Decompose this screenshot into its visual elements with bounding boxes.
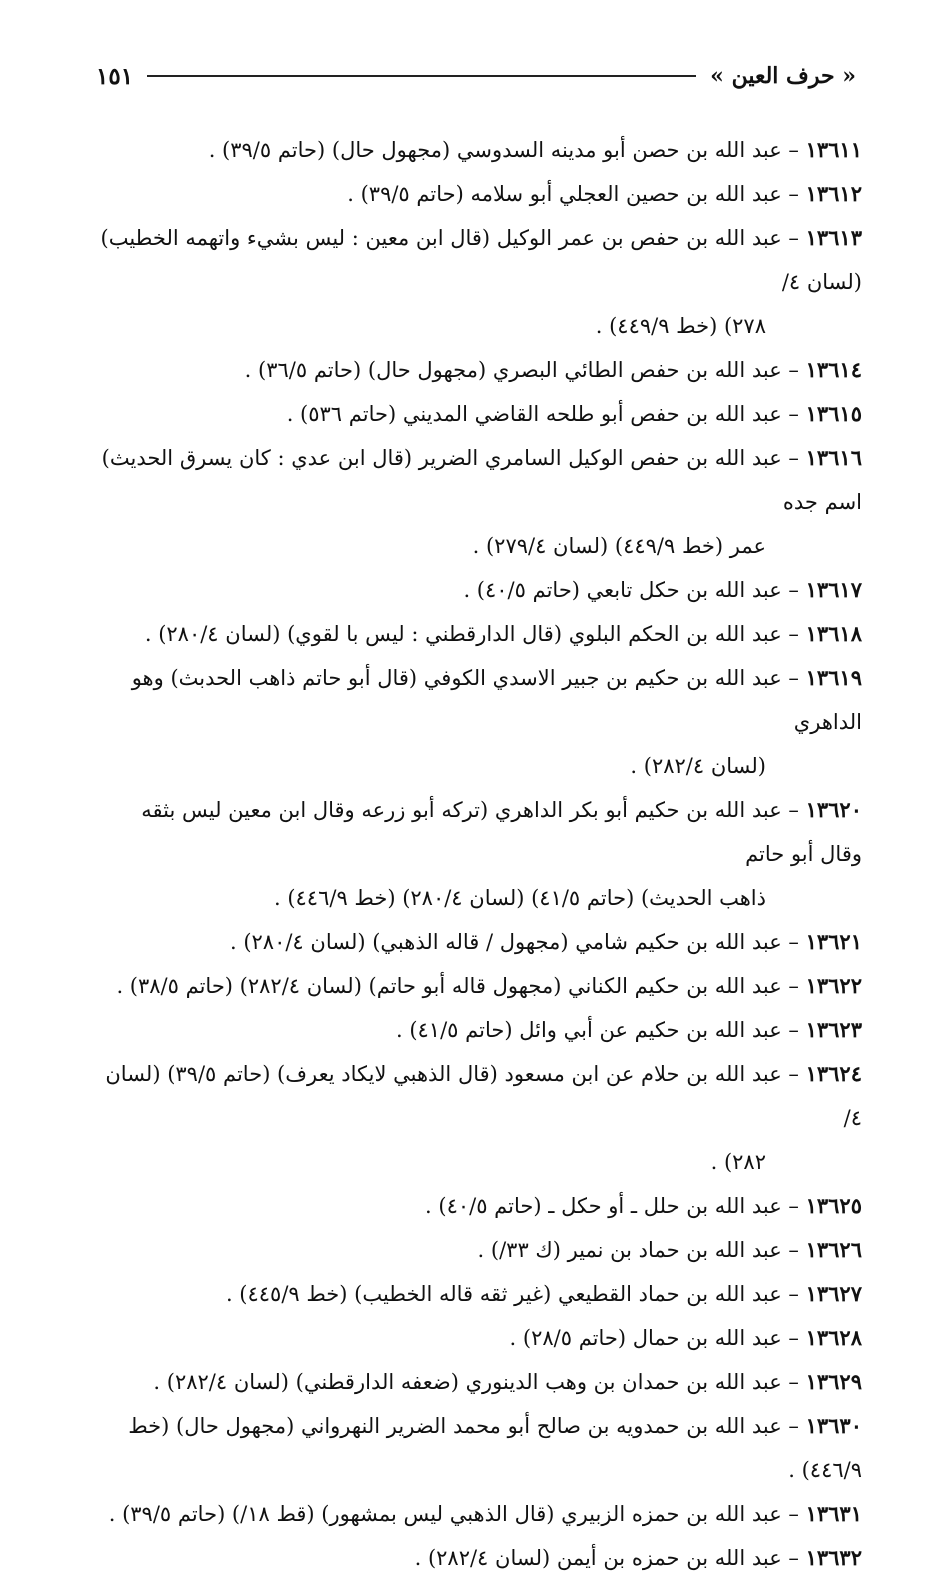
- entry-13625: [96, 1184, 862, 1228]
- entry-text: – عبد الله بن حمدويه بن صالح أبو محمد الضرير النهرواني (مجهول حال) (خط ٤٤٦/٩) .: [128, 1414, 862, 1482]
- entry-number: ١٣٦٢٩: [805, 1369, 862, 1394]
- entry-text: – عبد الله بن حمزه بن أيمن (لسان ٢٨٢/٤) .: [414, 1546, 806, 1570]
- entry-text: – عبد الله بن حصين العجلي أبو سلامه (حاتم ٣٩/٥) .: [347, 182, 806, 206]
- entry-text: – عبد الله بن حمزه الزبيري (قال الذهبي ليس بمشهور) (قط ١٨/) (حاتم ٣٩/٥) .: [108, 1502, 806, 1526]
- entry-number: ١٣٦٢٧: [805, 1281, 862, 1306]
- entry-number: ١٣٦٢٠: [805, 797, 862, 822]
- entry-number: ١٣٦١٨: [805, 621, 862, 646]
- entry-number: ١٣٦٢٥: [805, 1193, 862, 1218]
- entry-number: ١٣٦١٢: [805, 181, 862, 206]
- entry-continuation: ٢٧٨) (خط ٤٤٩/٩) .: [595, 314, 766, 338]
- entry-number: ١٣٦٢١: [805, 929, 862, 954]
- entry-number: ١٣٦٢٢: [805, 973, 862, 998]
- entry-text: – عبد الله بن حفص الطائي البصري (مجهول حال) (حاتم ٣٦/٥) .: [244, 358, 806, 382]
- entry-text: – عبد الله بن حفص أبو طلحه القاضي المديني (حاتم ٥٣٦) .: [286, 402, 806, 426]
- page-header: [96, 58, 856, 94]
- entry-number: ١٣٦٢٨: [805, 1325, 862, 1350]
- entry-number: ١٣٦١٤: [805, 357, 862, 382]
- entry-13618: [96, 612, 862, 656]
- entry-number: ١٣٦١٥: [805, 401, 862, 426]
- entry-number: ١٣٦٣١: [805, 1501, 862, 1526]
- entry-text: – عبد الله بن حماد بن نمير (ك ٣٣/) .: [477, 1238, 806, 1262]
- entry-number: ١٣٦٢٤: [805, 1061, 862, 1086]
- entry-13620: [96, 788, 862, 920]
- entry-13627: [96, 1272, 862, 1316]
- header-rule: [147, 75, 696, 77]
- entry-text: – عبد الله بن حفص الوكيل السامري الضرير (قال ابن عدي : كان يسرق الحديث) اسم جده: [101, 446, 862, 514]
- entry-number: ١٣٦٢٣: [805, 1017, 862, 1042]
- entry-13631: [96, 1492, 862, 1536]
- entry-number: ١٣٦١٦: [805, 445, 862, 470]
- entry-13613: [96, 216, 862, 348]
- entry-text: – عبد الله بن حكيم بن جبير الاسدي الكوفي (قال أبو حاتم ذاهب الحدبث) وهو الداهري: [131, 666, 862, 734]
- entry-text: – عبد الله بن حكيم الكناني (مجهول قاله أبو حاتم) (لسان ٢٨٢/٤) (حاتم ٣٨/٥) .: [116, 974, 806, 998]
- entry-13621: [96, 920, 862, 964]
- entry-13612: [96, 172, 862, 216]
- page-number: ١٥١: [96, 62, 134, 90]
- entry-text: – عبد الله بن حمال (حاتم ٢٨/٥) .: [509, 1326, 806, 1350]
- entry-text: – عبد الله بن حصن أبو مدينه السدوسي (مجهول حال) (حاتم ٣٩/٥) .: [208, 138, 806, 162]
- entry-13630: [96, 1404, 862, 1492]
- entry-continuation: ذاهب الحديث) (حاتم ٤١/٥) (لسان ٢٨٠/٤) (خط ٤٤٦/٩) .: [273, 886, 766, 910]
- entry-number: ١٣٦٣٢: [805, 1545, 862, 1570]
- entry-number: ١٣٦١١: [805, 137, 862, 162]
- entry-number: ١٣٦١٧: [805, 577, 862, 602]
- entry-13632: [96, 1536, 862, 1580]
- entry-list: [96, 128, 862, 1580]
- entry-continuation: عمر (خط ٤٤٩/٩) (لسان ٢٧٩/٤) .: [472, 534, 766, 558]
- entry-13624: [96, 1052, 862, 1184]
- entry-13614: [96, 348, 862, 392]
- entry-continuation: (لسان ٢٨٢/٤) .: [630, 754, 766, 778]
- entry-13615: [96, 392, 862, 436]
- entry-text: – عبد الله بن الحكم البلوي (قال الدارقطني : ليس با لقوي) (لسان ٢٨٠/٤) .: [144, 622, 806, 646]
- entry-13626: [96, 1228, 862, 1272]
- entry-number: ١٣٦١٩: [805, 665, 862, 690]
- entry-13628: [96, 1316, 862, 1360]
- entry-number: ١٣٦١٣: [805, 225, 862, 250]
- entry-13617: [96, 568, 862, 612]
- entry-text: – عبد الله بن حفص بن عمر الوكيل (قال ابن معين : ليس بشيء واتهمه الخطيب) (لسان ٤/: [100, 226, 862, 294]
- entry-13619: [96, 656, 862, 788]
- entry-text: – عبد الله بن حلل ـ أو حكل ـ (حاتم ٤٠/٥) .: [425, 1194, 806, 1218]
- entry-continuation: ٢٨٢) .: [710, 1150, 766, 1174]
- entry-text: – عبد الله بن حمدان بن وهب الدينوري (ضعفه الدارقطني) (لسان ٢٨٢/٤) .: [153, 1370, 806, 1394]
- entry-13629: [96, 1360, 862, 1404]
- entry-number: ١٣٦٣٠: [805, 1413, 862, 1438]
- entry-13623: [96, 1008, 862, 1052]
- entry-text: – عبد الله بن حلام عن ابن مسعود (قال الذهبي لايكاد يعرف) (حاتم ٣٩/٥) (لسان ٤/: [105, 1062, 862, 1130]
- running-title: « حرف العين »: [710, 63, 856, 89]
- entry-number: ١٣٦٢٦: [805, 1237, 862, 1262]
- entry-text: – عبد الله بن حكيم أبو بكر الداهري (تركه أبو زرعه وقال ابن معين ليس بثقه وقال أبو حاتم: [141, 798, 862, 866]
- entry-13622: [96, 964, 862, 1008]
- entry-13616: [96, 436, 862, 568]
- entry-text: – عبد الله بن حكل تابعي (حاتم ٤٠/٥) .: [463, 578, 806, 602]
- entry-text: – عبد الله بن حكيم شامي (مجهول / قاله الذهبي) (لسان ٢٨٠/٤) .: [229, 930, 806, 954]
- entry-13611: [96, 128, 862, 172]
- entry-text: – عبد الله بن حكيم عن أبي وائل (حاتم ٤١/٥) .: [395, 1018, 806, 1042]
- entry-text: – عبد الله بن حماد القطيعي (غير ثقه قاله الخطيب) (خط ٤٤٥/٩) .: [225, 1282, 806, 1306]
